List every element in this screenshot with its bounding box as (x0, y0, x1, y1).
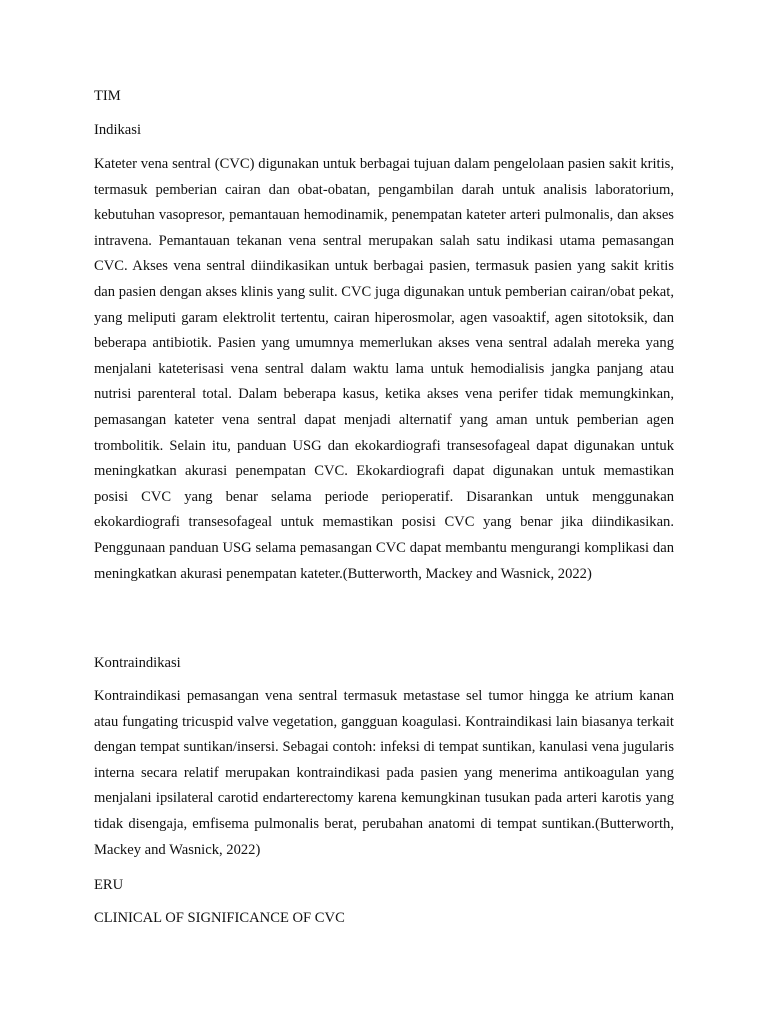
heading-tim: TIM (94, 88, 121, 104)
heading-kontraindikasi: Kontraindikasi (94, 655, 181, 671)
paragraph-kontraindikasi: Kontraindikasi pemasangan vena sentral termasuk metastase sel tumor hingga ke atrium kanan atau fungating tricuspid valve vegetation, gangguan koagulasi. Kontraindikasi lain biasanya terkait dengan tempat suntikan/insersi. Sebagai contoh: infeksi di tempat suntikan, kanulasi vena jugularis interna secara relatif merupakan kontraindikasi pada pasien yang menerima antikoagulan yang menjalani ipsilateral carotid endarterectomy karena kemungkinan tusukan pada arteri karotis yang tidak disengaja, emfisema pulmonalis berat, perubahan anatomi di tempat suntikan.(Butterworth, Mackey and Wasnick, 2022) (94, 688, 674, 858)
heading-clinical-significance: CLINICAL OF SIGNIFICANCE OF CVC (94, 910, 345, 926)
paragraph-indikasi: Kateter vena sentral (CVC) digunakan untuk berbagai tujuan dalam pengelolaan pasien sakit kritis, termasuk pemberian cairan dan obat-obatan, pengambilan darah untuk analisis laboratorium, kebutuhan vasopresor, pemantauan hemodinamik, penempatan kateter arteri pulmonalis, dan akses intravena. Pemantauan tekanan vena sentral merupakan salah satu indikasi utama pemasangan CVC. Akses vena sentral diindikasikan untuk berbagai pasien, termasuk pasien yang sakit kritis dan pasien dengan akses klinis yang sulit. CVC juga digunakan untuk pemberian cairan/obat pekat, yang meliputi garam elektrolit tertentu, cairan hiperosmolar, agen vasoaktif, agen sitotoksik, dan beberapa antibiotik. Pasien yang umumnya memerlukan akses vena sentral adalah mereka yang menjalani kateterisasi vena sentral dalam waktu lama untuk hemodialisis jangka panjang atau nutrisi parenteral total. Dalam beberapa kasus, ketika akses vena perifer tidak memungkinkan, pemasangan kateter vena sentral dapat menjadi alternatif yang aman untuk pemberian agen trombolitik. Selain itu, panduan USG dan ekokardiografi transesofageal dapat digunakan untuk meningkatkan akurasi penempatan CVC. Ekokardiografi dapat digunakan untuk memastikan posisi CVC yang benar selama periode perioperatif. Disarankan untuk menggunakan ekokardiografi transesofageal untuk memastikan posisi CVC yang benar jika diindikasikan. Penggunaan panduan USG selama pemasangan CVC dapat membantu mengurangi komplikasi dan meningkatkan akurasi penempatan kateter.(Butterworth, Mackey and Wasnick, 2022) (94, 156, 674, 582)
heading-indikasi: Indikasi (94, 122, 142, 138)
heading-eru: ERU (94, 877, 124, 893)
